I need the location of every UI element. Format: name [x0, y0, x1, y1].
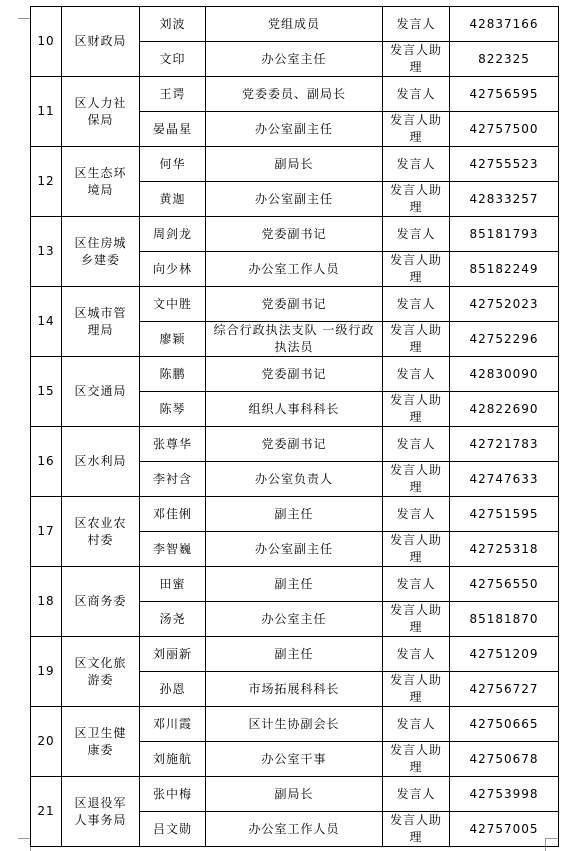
person-position-cell: 办公室主任	[206, 602, 383, 637]
person-role-cell	[383, 147, 450, 182]
phone-number-cell: 42830090	[450, 357, 559, 392]
department-cell	[62, 287, 140, 357]
person-name-cell: 陈鹏	[140, 357, 206, 392]
person-position-cell: 党组成员	[206, 7, 383, 42]
person-role-cell	[383, 777, 450, 812]
phone-number-cell: 42751209	[450, 637, 559, 672]
spokesperson-table-body	[31, 7, 559, 847]
person-role: 发言人助理	[389, 183, 442, 214]
person-role-cell	[383, 567, 450, 602]
person-role: 发言人助理	[389, 743, 442, 774]
person-role-cell	[383, 742, 450, 777]
table-row	[31, 497, 559, 532]
person-role-cell	[383, 462, 450, 497]
table-row	[31, 357, 559, 392]
department-cell	[62, 217, 140, 287]
person-role: 发言人助理	[389, 393, 442, 424]
person-role: 发言人助理	[389, 463, 442, 494]
department-name: 区商务委	[74, 594, 127, 608]
person-position-cell: 区计生协副会长	[206, 707, 383, 742]
person-role: 发言人助理	[389, 813, 442, 844]
phone-number-cell: 42837166	[450, 7, 559, 42]
phone-number-cell: 42725318	[450, 532, 559, 567]
phone-number-cell: 42756727	[450, 672, 559, 707]
person-role-cell	[383, 217, 450, 252]
group-number: 19	[31, 637, 62, 707]
person-position-cell: 组织人事科科长	[206, 392, 383, 427]
person-role: 发言人	[396, 716, 436, 731]
phone-number-cell: 42755523	[450, 147, 559, 182]
phone-number-cell: 42756595	[450, 77, 559, 112]
person-role-cell	[383, 392, 450, 427]
person-name-cell: 张中梅	[140, 777, 206, 812]
phone-number-cell: 42756550	[450, 567, 559, 602]
person-role-cell	[383, 112, 450, 147]
group-number: 12	[31, 147, 62, 217]
person-position-cell: 党委委员、副局长	[206, 77, 383, 112]
department-name: 区住房城乡建委	[74, 235, 127, 267]
person-position-cell: 办公室副主任	[206, 182, 383, 217]
phone-number-cell: 42757005	[450, 812, 559, 847]
person-position-cell: 党委副书记	[206, 427, 383, 462]
department-name: 区生态环境局	[74, 165, 127, 197]
person-name-cell: 黄迦	[140, 182, 206, 217]
person-name-cell: 张尊华	[140, 427, 206, 462]
department-cell	[62, 7, 140, 77]
person-role-cell	[383, 707, 450, 742]
person-role-cell	[383, 7, 450, 42]
person-role-cell	[383, 322, 450, 357]
phone-number-cell: 85181870	[450, 602, 559, 637]
group-number: 13	[31, 217, 62, 287]
person-role-cell	[383, 637, 450, 672]
phone-number-cell: 42750678	[450, 742, 559, 777]
person-name-cell: 文中胜	[140, 287, 206, 322]
person-name-cell: 吕文勋	[140, 812, 206, 847]
person-name-cell: 陈琴	[140, 392, 206, 427]
person-position-cell: 党委副书记	[206, 287, 383, 322]
department-name: 区水利局	[74, 454, 127, 468]
person-position-cell: 副局长	[206, 777, 383, 812]
person-role: 发言人	[396, 366, 436, 381]
person-role: 发言人助理	[389, 113, 442, 144]
person-name-cell: 李衬含	[140, 462, 206, 497]
person-name-cell: 何华	[140, 147, 206, 182]
person-role-cell	[383, 252, 450, 287]
department-cell	[62, 427, 140, 497]
person-position-cell: 办公室干事	[206, 742, 383, 777]
phone-number-cell: 42753998	[450, 777, 559, 812]
person-position-cell: 办公室工作人员	[206, 252, 383, 287]
person-role: 发言人助理	[389, 43, 442, 74]
person-role-cell	[383, 77, 450, 112]
phone-number-cell: 42752296	[450, 322, 559, 357]
person-name-cell: 邓川霞	[140, 707, 206, 742]
table-row	[31, 147, 559, 182]
department-cell	[62, 777, 140, 847]
department-name: 区城市管理局	[74, 305, 127, 337]
group-number: 15	[31, 357, 62, 427]
person-role: 发言人助理	[389, 603, 442, 634]
department-name: 区文化旅游委	[74, 655, 127, 687]
person-role-cell	[383, 672, 450, 707]
department-cell	[62, 637, 140, 707]
person-name-cell: 文印	[140, 42, 206, 77]
person-name-cell: 李智巍	[140, 532, 206, 567]
person-name-cell: 王谔	[140, 77, 206, 112]
person-role: 发言人	[396, 86, 436, 101]
table-row	[31, 77, 559, 112]
phone-number-cell: 822325	[450, 42, 559, 77]
person-role: 发言人	[396, 156, 436, 171]
person-role: 发言人助理	[389, 533, 442, 564]
person-role-cell	[383, 357, 450, 392]
person-role-cell	[383, 602, 450, 637]
phone-number-cell: 42750665	[450, 707, 559, 742]
phone-number-cell: 85182249	[450, 252, 559, 287]
person-position-cell: 综合行政执法支队 一级行政执法员	[206, 322, 383, 357]
department-name: 区人力社保局	[74, 95, 127, 127]
person-role-cell	[383, 812, 450, 847]
department-name: 区卫生健康委	[74, 725, 127, 757]
department-cell	[62, 497, 140, 567]
person-role: 发言人	[396, 436, 436, 451]
person-name-cell: 刘波	[140, 7, 206, 42]
person-position-cell: 副局长	[206, 147, 383, 182]
person-role: 发言人	[396, 786, 436, 801]
person-name-cell: 刘施航	[140, 742, 206, 777]
person-name-cell: 周剑龙	[140, 217, 206, 252]
phone-number-cell: 85181793	[450, 217, 559, 252]
table-row	[31, 567, 559, 602]
phone-number-cell: 42833257	[450, 182, 559, 217]
table-row	[31, 777, 559, 812]
person-name-cell: 向少林	[140, 252, 206, 287]
person-name-cell: 廖颖	[140, 322, 206, 357]
table-row	[31, 287, 559, 322]
spokesperson-table	[30, 6, 559, 847]
group-number: 21	[31, 777, 62, 847]
group-number: 14	[31, 287, 62, 357]
person-role-cell	[383, 42, 450, 77]
department-name: 区交通局	[74, 384, 127, 398]
person-position-cell: 副主任	[206, 637, 383, 672]
phone-number-cell: 42747633	[450, 462, 559, 497]
person-position-cell: 办公室副主任	[206, 532, 383, 567]
person-position-cell: 市场拓展科科长	[206, 672, 383, 707]
table-row	[31, 707, 559, 742]
person-position-cell: 办公室负责人	[206, 462, 383, 497]
table-row	[31, 427, 559, 462]
phone-number-cell: 42752023	[450, 287, 559, 322]
department-name: 区农业农村委	[74, 515, 127, 547]
department-cell	[62, 707, 140, 777]
person-position-cell: 党委副书记	[206, 217, 383, 252]
person-role: 发言人助理	[389, 253, 442, 284]
person-position-cell: 党委副书记	[206, 357, 383, 392]
person-name-cell: 晏晶星	[140, 112, 206, 147]
phone-number-cell: 42721783	[450, 427, 559, 462]
person-role: 发言人助理	[389, 323, 442, 354]
group-number: 18	[31, 567, 62, 637]
person-position-cell: 办公室工作人员	[206, 812, 383, 847]
person-role: 发言人助理	[389, 673, 442, 704]
person-role-cell	[383, 427, 450, 462]
person-position-cell: 办公室主任	[206, 42, 383, 77]
person-role: 发言人	[396, 576, 436, 591]
person-role-cell	[383, 497, 450, 532]
table-row	[31, 637, 559, 672]
department-name: 区财政局	[74, 34, 127, 48]
table-row	[31, 7, 559, 42]
department-cell	[62, 77, 140, 147]
person-role: 发言人	[396, 646, 436, 661]
person-role: 发言人	[396, 506, 436, 521]
department-cell	[62, 147, 140, 217]
person-role: 发言人	[396, 16, 436, 31]
person-role: 发言人	[396, 226, 436, 241]
group-number: 11	[31, 77, 62, 147]
person-position-cell: 副主任	[206, 497, 383, 532]
phone-number-cell: 42751595	[450, 497, 559, 532]
department-cell	[62, 567, 140, 637]
person-role-cell	[383, 532, 450, 567]
department-cell	[62, 357, 140, 427]
person-name-cell: 孙恩	[140, 672, 206, 707]
phone-number-cell: 42822690	[450, 392, 559, 427]
person-name-cell: 田蜜	[140, 567, 206, 602]
person-name-cell: 汤尧	[140, 602, 206, 637]
group-number: 10	[31, 7, 62, 77]
person-role: 发言人	[396, 296, 436, 311]
person-name-cell: 刘丽新	[140, 637, 206, 672]
department-name: 区退役军人事务局	[74, 795, 127, 827]
person-role-cell	[383, 182, 450, 217]
person-name-cell: 邓佳俐	[140, 497, 206, 532]
person-role-cell	[383, 287, 450, 322]
phone-number-cell: 42757500	[450, 112, 559, 147]
person-position-cell: 副主任	[206, 567, 383, 602]
group-number: 17	[31, 497, 62, 567]
group-number: 20	[31, 707, 62, 777]
group-number: 16	[31, 427, 62, 497]
table-row	[31, 217, 559, 252]
person-position-cell: 办公室副主任	[206, 112, 383, 147]
